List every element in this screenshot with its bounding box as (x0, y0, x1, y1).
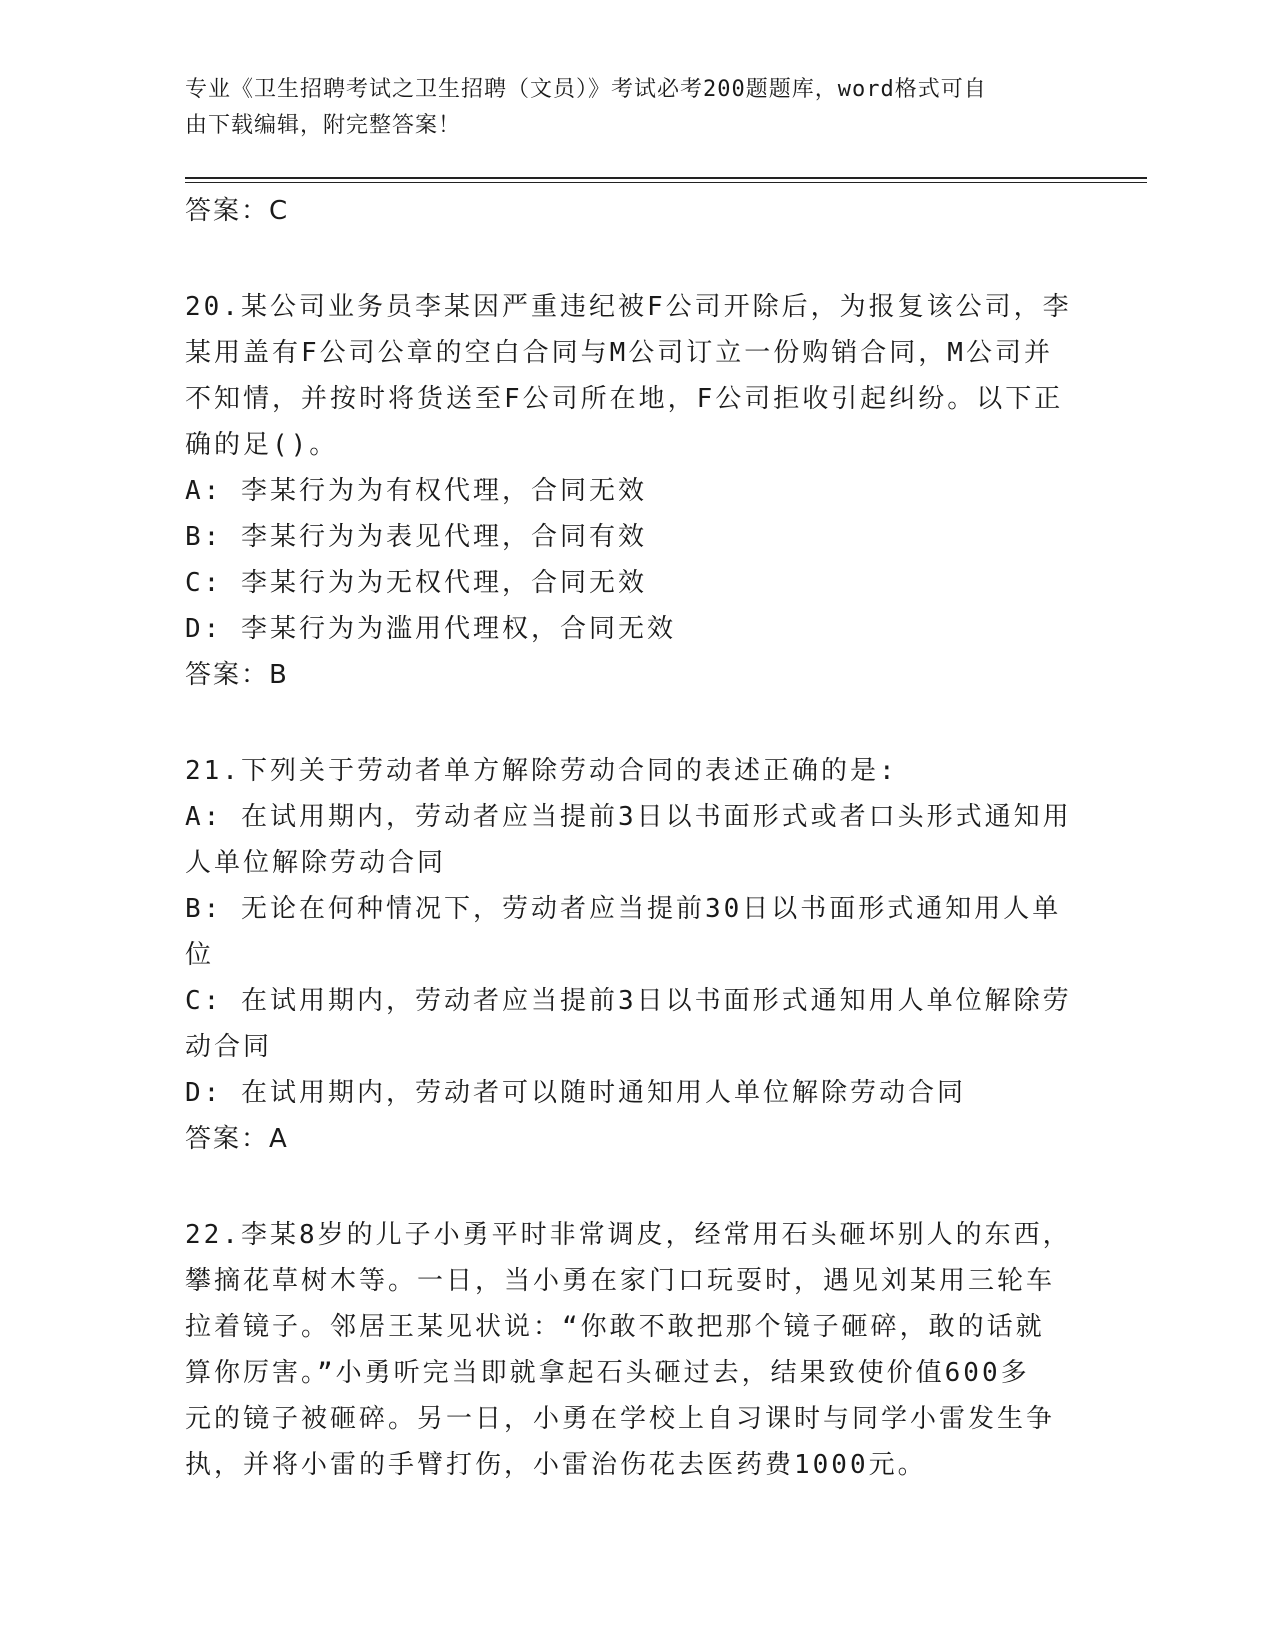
question-20 (185, 284, 1085, 698)
question-line: 21.下列关于劳动者单方解除劳动合同的表述正确的是: (185, 756, 898, 786)
question-line: 攀摘花草树木等。一日，当小勇在家门口玩耍时，遇见刘某用三轮车 (185, 1266, 1056, 1296)
option-a-continued: 人单位解除劳动合同 (185, 848, 447, 878)
option-c-continued: 动合同 (185, 1032, 273, 1062)
option-d: D: 在试用期内，劳动者可以随时通知用人单位解除劳动合同 (185, 1078, 966, 1108)
document-header (185, 72, 1065, 144)
answer-line: 答案：B (185, 660, 289, 690)
question-line: 拉着镜子。邻居王某见状说：“你敢不敢把那个镜子砸碎，敢的话就 (185, 1312, 1045, 1342)
option-c: C: 李某行为为无权代理，合同无效 (185, 568, 647, 598)
header-rule-thin (185, 182, 1147, 183)
header-rule-thick (185, 177, 1147, 179)
question-line: 算你厉害。”小勇听完当即就拿起石头砸过去，结果致使价值600多 (185, 1358, 1030, 1388)
option-c: C: 在试用期内，劳动者应当提前3日以书面形式通知用人单位解除劳 (185, 986, 1072, 1016)
option-a: A: 李某行为为有权代理，合同无效 (185, 476, 647, 506)
question-line: 元的镜子被砸碎。另一日，小勇在学校上自习课时与同学小雷发生争 (185, 1404, 1056, 1434)
question-line: 确的足()。 (185, 430, 339, 460)
option-a: A: 在试用期内，劳动者应当提前3日以书面形式或者口头形式通知用 (185, 802, 1072, 832)
question-line: 20.某公司业务员李某因严重违纪被F公司开除后，为报复该公司，李 (185, 292, 1072, 322)
question-line: 某用盖有F公司公章的空白合同与M公司订立一份购销合同，M公司并 (185, 338, 1053, 368)
question-line: 执，并将小雷的手臂打伤，小雷治伤花去医药费1000元。 (185, 1450, 927, 1480)
question-line: 不知情，并按时将货送至F公司所在地，F公司拒收引起纠纷。以下正 (185, 384, 1064, 414)
question-22 (185, 1212, 1085, 1488)
option-b: B: 无论在何种情况下，劳动者应当提前30日以书面形式通知用人单 (185, 894, 1062, 924)
header-line-1: 专业《卫生招聘考试之卫生招聘（文员）》考试必考200题题库，word格式可自 (185, 77, 987, 102)
answer-line: 答案：C (185, 196, 290, 226)
option-b-continued: 位 (185, 940, 215, 970)
header-line-2: 由下载编辑，附完整答案！ (185, 113, 462, 138)
answer-line: 答案：A (185, 1124, 289, 1154)
question-line: 22.李某8岁的儿子小勇平时非常调皮，经常用石头砸坏别人的东西， (185, 1220, 1072, 1250)
option-d: D: 李某行为为滥用代理权，合同无效 (185, 614, 676, 644)
question-21 (185, 748, 1085, 1162)
option-b: B: 李某行为为表见代理，合同有效 (185, 522, 647, 552)
document-body (185, 188, 1085, 1488)
